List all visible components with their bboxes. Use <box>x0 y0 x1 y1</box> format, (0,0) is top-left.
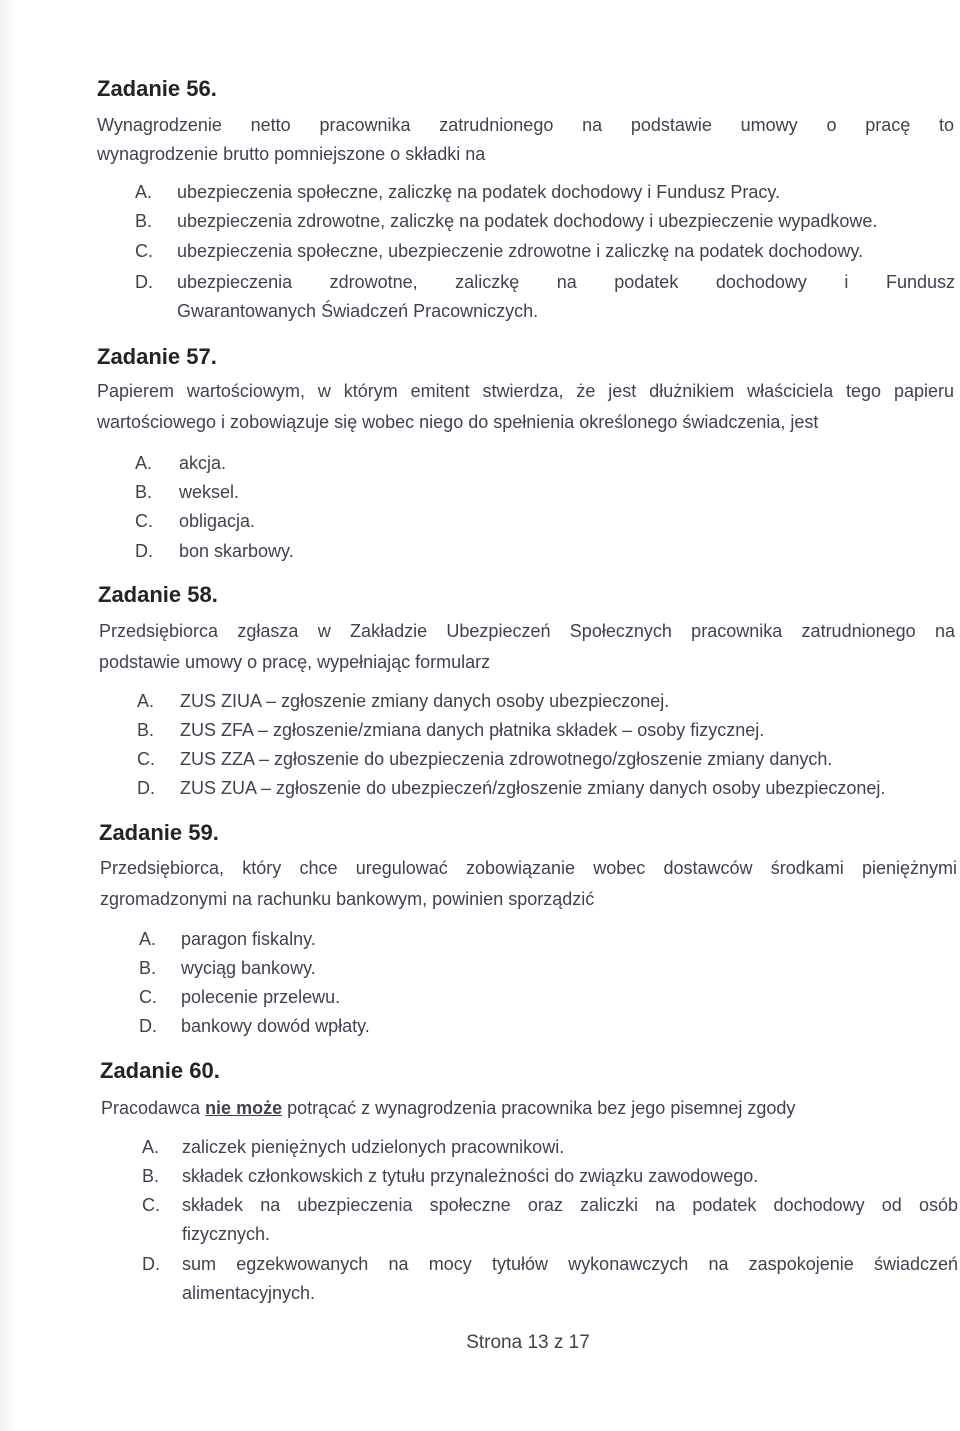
option-text: ZUS ZUA – zgłoszenie do ubezpieczeń/zgłoszenie zmiany danych osoby ubezpieczonej. <box>180 778 886 798</box>
option-text <box>177 268 955 326</box>
task-question <box>100 853 957 915</box>
option-letter: A. <box>135 453 153 473</box>
option-text <box>182 1191 958 1249</box>
option-text: składek członkowskich z tytułu przynależności do związku zawodowego. <box>182 1166 759 1186</box>
option-text: ubezpieczenia społeczne, ubezpieczenie zdrowotne i zaliczkę na podatek dochodowy. <box>177 241 864 261</box>
task-question <box>97 111 954 169</box>
option-line: ubezpieczenia zdrowotne, zaliczkę na podatek dochodowy i Fundusz <box>177 272 955 292</box>
question-line: zgromadzonymi na rachunku bankowym, powinien sporządzić <box>100 889 595 909</box>
option-text: obligacja. <box>179 511 256 531</box>
option-letter: D. <box>135 541 153 561</box>
option-letter: C. <box>137 749 155 769</box>
question-line: Przedsiębiorca zgłasza w Zakładzie Ubezpieczeń Społecznych pracownika zatrudnionego na <box>99 621 955 641</box>
task-title: Zadanie 56. <box>97 76 217 101</box>
question-text: Pracodawca <box>101 1098 206 1118</box>
option-text: ZUS ZFA – zgłoszenie/zmiana danych płatnika składek – osoby fizycznej. <box>180 720 765 740</box>
option-text: akcja. <box>179 453 227 473</box>
option-letter: B. <box>142 1166 160 1186</box>
question-emphasis: nie może <box>205 1098 283 1118</box>
option-line: sum egzekwowanych na mocy tytułów wykonawczych na zaspokojenie świadczeń <box>182 1254 958 1274</box>
option-letter: C. <box>142 1195 160 1215</box>
option-text: polecenie przelewu. <box>181 987 341 1007</box>
task-question <box>101 1094 957 1123</box>
option-letter: A. <box>135 182 153 202</box>
task-title: Zadanie 57. <box>97 344 217 369</box>
question-line: wynagrodzenie brutto pomniejszone o składki na <box>97 144 486 164</box>
option-line: alimentacyjnych. <box>182 1283 316 1303</box>
option-letter: D. <box>135 272 153 292</box>
option-text: weksel. <box>179 482 240 502</box>
option-letter: C. <box>139 987 157 1007</box>
option-text: ubezpieczenia społeczne, zaliczkę na podatek dochodowy i Fundusz Pracy. <box>177 182 781 202</box>
question-line: Papierem wartościowym, w którym emitent stwierdza, że jest dłużnikiem właściciela tego papieru <box>97 381 954 401</box>
option-text: zaliczek pieniężnych udzielonych pracownikowi. <box>182 1137 565 1157</box>
option-text: bon skarbowy. <box>179 541 294 561</box>
option-text: ZUS ZZA – zgłoszenie do ubezpieczenia zdrowotnego/zgłoszenie zmiany danych. <box>180 749 833 769</box>
task-title: Zadanie 59. <box>99 820 219 845</box>
option-line: składek na ubezpieczenia społeczne oraz zaliczki na podatek dochodowy od osób <box>182 1195 958 1215</box>
task-title: Zadanie 58. <box>98 582 218 607</box>
option-letter: A. <box>139 929 157 949</box>
option-text: wyciąg bankowy. <box>181 958 316 978</box>
question-line: Wynagrodzenie netto pracownika zatrudnionego na podstawie umowy o pracę to <box>97 115 954 135</box>
page-number: Strona 13 z 17 <box>466 1332 590 1353</box>
question-line: podstawie umowy o pracę, wypełniając formularz <box>99 652 491 672</box>
option-letter: B. <box>135 482 153 502</box>
question-line: Przedsiębiorca, który chce uregulować zobowiązanie wobec dostawców środkami pieniężnymi <box>100 858 957 878</box>
option-letter: B. <box>137 720 155 740</box>
task-question <box>99 616 955 678</box>
option-text: ubezpieczenia zdrowotne, zaliczkę na podatek dochodowy i ubezpieczenie wypadkowe. <box>177 211 878 231</box>
option-text: paragon fiskalny. <box>181 929 316 949</box>
option-letter: C. <box>135 241 153 261</box>
option-text: ZUS ZIUA – zgłoszenie zmiany danych osoby ubezpieczonej. <box>180 691 670 711</box>
option-letter: A. <box>142 1137 160 1157</box>
page-footer <box>0 1332 960 1354</box>
option-letter: B. <box>139 958 157 978</box>
option-text <box>182 1250 958 1308</box>
option-letter: D. <box>137 778 155 798</box>
question-text: potrącać z wynagrodzenia pracownika bez jego pisemnej zgody <box>282 1098 796 1118</box>
option-letter: D. <box>139 1016 157 1036</box>
option-letter: B. <box>135 211 153 231</box>
option-line: Gwarantowanych Świadczeń Pracowniczych. <box>177 301 539 321</box>
question-line: wartościowego i zobowiązuje się wobec niego do spełnienia określonego świadczenia, jest <box>97 412 819 432</box>
option-letter: D. <box>142 1254 160 1274</box>
task-question <box>97 376 954 438</box>
task-title: Zadanie 60. <box>100 1058 220 1083</box>
option-text: bankowy dowód wpłaty. <box>181 1016 370 1036</box>
option-letter: A. <box>137 691 155 711</box>
option-line: fizycznych. <box>182 1224 271 1244</box>
option-letter: C. <box>135 511 153 531</box>
